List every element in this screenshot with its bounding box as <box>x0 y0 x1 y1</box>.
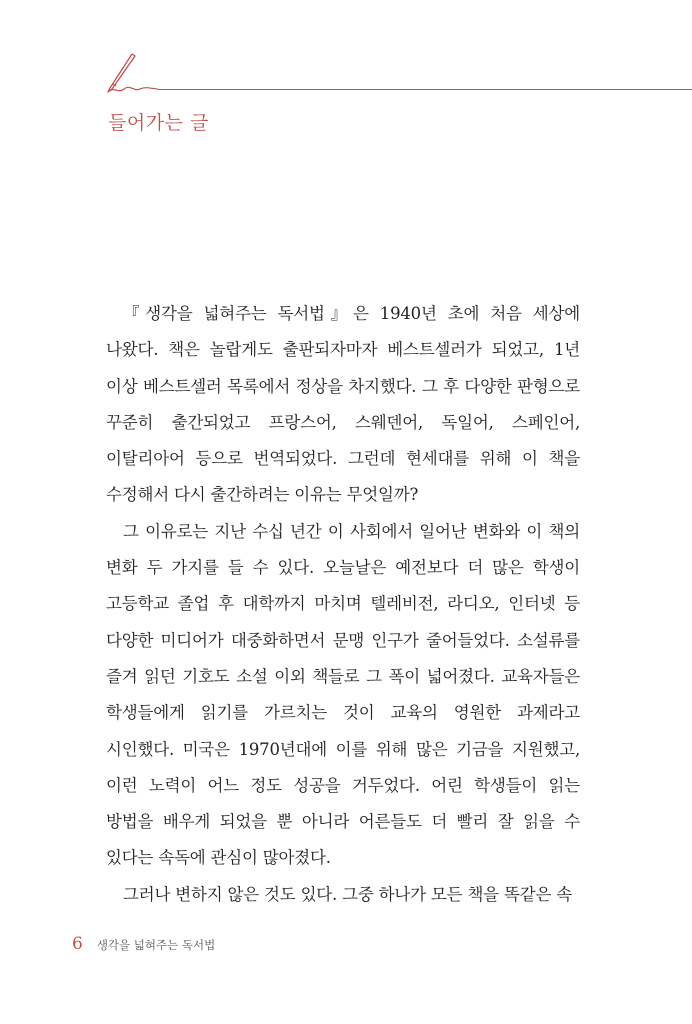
header-rule <box>158 89 692 90</box>
paragraph: 『생각을 넓혀주는 독서법』은 1940년 초에 처음 세상에 나왔다. 책은 놀랍게도 출판되자마자 베스트셀러가 되었고, 1년 이상 베스트셀러 목록에서 정상을 차지했다. 그 후 다양한 판형으로 꾸준히 출간되었고 프랑스어, 스웨덴어, 독일어, 스페인어, 이탈리아어 등으로 번역되었다. 그런데 현세대를 위해 이 책을 수정해서 다시 출간하려는 이유는 무엇일까? <box>106 304 580 505</box>
running-title: 생각을 넓혀주는 독서법 <box>96 938 216 952</box>
body-text <box>106 296 580 913</box>
page-number: 6 <box>72 934 83 954</box>
paragraph: 그러나 변하지 않은 것도 있다. 그중 하나가 모든 책을 똑같은 속 <box>123 884 572 904</box>
page-footer <box>72 934 215 958</box>
pen-icon <box>102 50 160 94</box>
chapter-header <box>0 0 692 140</box>
paragraph: 그 이유로는 지난 수십 년간 이 사회에서 일어난 변화와 이 책의 변화 두 가지를 들 수 있다. 오늘날은 예전보다 더 많은 학생이 고등학교 졸업 후 대학까지 마치며 텔레비전, 라디오, 인터넷 등 다양한 미디어가 대중화하면서 문맹 인구가 줄어들었다. 소설류를 즐겨 읽던 기호도 소설 이외 책들로 그 폭이 넓어졌다. 교육자들은 학생들에게 읽기를 가르치는 것이 교육의 영원한 과제라고 시인했다. 미국은 1970년대에 이를 위해 많은 기금을 지원했고, 이런 노력이 어느 정도 성공을 거두었다. 어린 학생들이 읽는 방법을 배우게 되었을 뿐 아니라 어른들도 더 빨리 잘 읽을 수 있다는 속독에 관심이 많아졌다. <box>106 521 580 868</box>
section-title: 들어가는 글 <box>108 112 209 134</box>
